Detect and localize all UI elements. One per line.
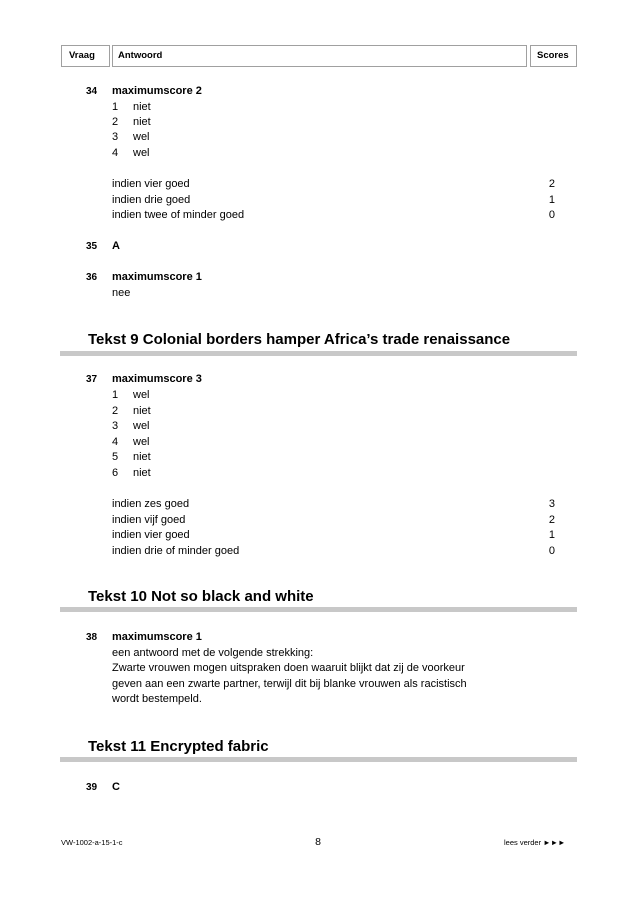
section-divider bbox=[60, 607, 577, 612]
answer-line: geven aan een zwarte partner, terwijl dit bij blanke vrouwen als racistisch bbox=[112, 678, 467, 690]
item-number: 4 bbox=[112, 436, 119, 448]
scoring-points: 1 bbox=[548, 194, 555, 206]
scoring-rule: indien zes goed bbox=[112, 498, 190, 510]
scoring-rule: indien vijf goed bbox=[112, 514, 186, 526]
scoring-rule: indien drie goed bbox=[112, 194, 191, 206]
item-number: 5 bbox=[112, 451, 119, 463]
scoring-rule: indien twee of minder goed bbox=[112, 209, 245, 221]
section-title: Tekst 10 Not so black and white bbox=[88, 588, 314, 605]
answer-line: Zwarte vrouwen mogen uitspraken doen waaruit blijkt dat zij de voorkeur bbox=[112, 662, 465, 674]
item-answer: wel bbox=[133, 420, 150, 432]
max-score: maximumscore 1 bbox=[112, 271, 202, 283]
section-divider bbox=[60, 351, 577, 356]
item-answer: wel bbox=[133, 389, 150, 401]
question-number: 34 bbox=[86, 86, 98, 97]
scoring-points: 1 bbox=[548, 529, 555, 541]
item-answer: wel bbox=[133, 131, 150, 143]
scoring-rule: indien vier goed bbox=[112, 529, 190, 541]
scoring-points: 2 bbox=[548, 178, 555, 190]
answer-line: een antwoord met de volgende strekking: bbox=[112, 647, 314, 659]
question-number: 36 bbox=[86, 272, 98, 283]
item-number: 1 bbox=[112, 389, 119, 401]
scoring-rule: indien drie of minder goed bbox=[112, 545, 240, 557]
section-title: Tekst 11 Encrypted fabric bbox=[88, 738, 269, 755]
item-answer: niet bbox=[133, 467, 151, 479]
answer: nee bbox=[112, 287, 131, 299]
question-number: 35 bbox=[86, 241, 98, 252]
max-score: maximumscore 3 bbox=[112, 373, 202, 385]
max-score: maximumscore 1 bbox=[112, 631, 202, 643]
item-answer: wel bbox=[133, 147, 150, 159]
item-number: 1 bbox=[112, 101, 119, 113]
item-answer: niet bbox=[133, 116, 151, 128]
page-number: 8 bbox=[315, 836, 321, 848]
answer: A bbox=[112, 240, 120, 252]
item-number: 3 bbox=[112, 131, 119, 143]
scoring-points: 2 bbox=[548, 514, 555, 526]
answer: C bbox=[112, 781, 120, 793]
max-score: maximumscore 2 bbox=[112, 85, 202, 97]
footer-next: lees verder ►►► bbox=[504, 838, 566, 847]
item-answer: niet bbox=[133, 451, 151, 463]
scoring-points: 0 bbox=[548, 209, 555, 221]
header-scores: Scores bbox=[530, 45, 577, 67]
section-divider bbox=[60, 757, 577, 762]
item-number: 2 bbox=[112, 405, 119, 417]
header-antwoord: Antwoord bbox=[112, 45, 527, 67]
item-answer: wel bbox=[133, 436, 150, 448]
item-number: 2 bbox=[112, 116, 119, 128]
item-number: 4 bbox=[112, 147, 119, 159]
question-number: 37 bbox=[86, 374, 98, 385]
header-vraag: Vraag bbox=[61, 45, 110, 67]
question-number: 38 bbox=[86, 632, 98, 643]
scoring-rule: indien vier goed bbox=[112, 178, 190, 190]
item-number: 6 bbox=[112, 467, 119, 479]
question-number: 39 bbox=[86, 782, 98, 793]
footer-code: VW-1002-a-15-1-c bbox=[61, 838, 123, 847]
scoring-points: 0 bbox=[548, 545, 555, 557]
item-number: 3 bbox=[112, 420, 119, 432]
item-answer: niet bbox=[133, 405, 151, 417]
answer-line: wordt bestempeld. bbox=[112, 693, 202, 705]
scoring-points: 3 bbox=[548, 498, 555, 510]
section-title: Tekst 9 Colonial borders hamper Africa’s trade renaissance bbox=[88, 331, 511, 348]
item-answer: niet bbox=[133, 101, 151, 113]
